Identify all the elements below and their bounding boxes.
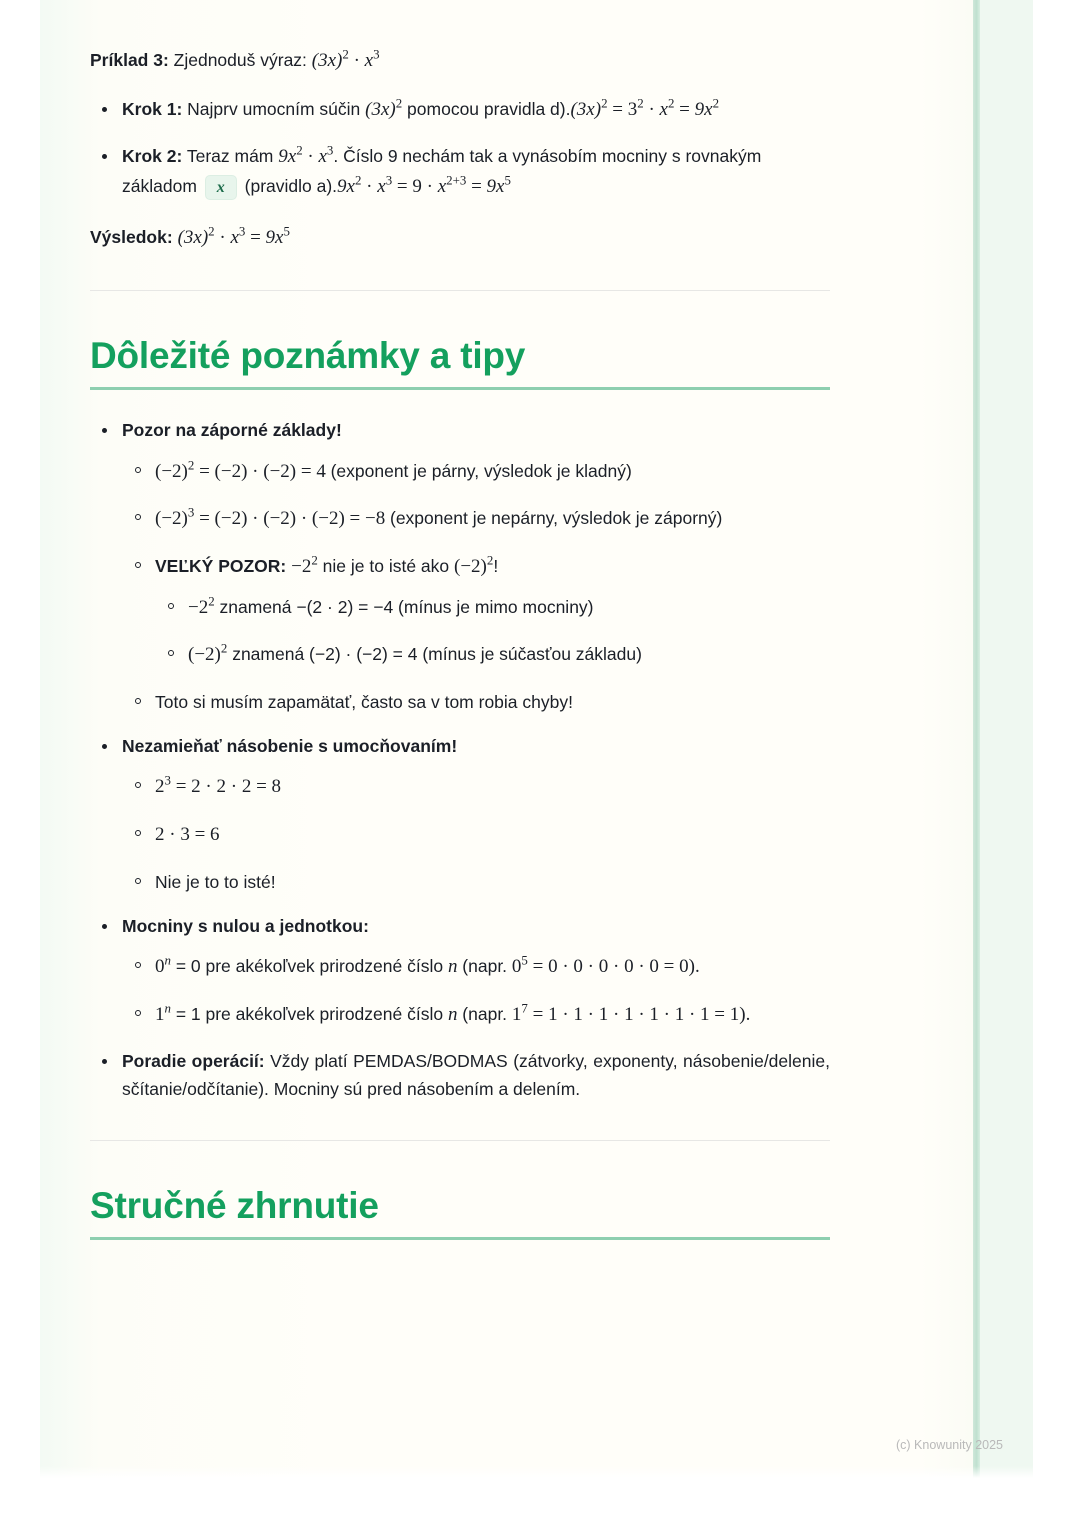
note-item-negative-bases [90, 416, 830, 716]
math-minus-inside: $(-2)^2$ [188, 640, 228, 665]
text-zero-power: = 0 pre akékoľvek prirodzené číslo [170, 956, 448, 977]
note-item-zero-and-one-powers [90, 912, 830, 1031]
result-label: Výsledok: [90, 227, 173, 248]
page-right-edge-band [973, 0, 980, 1478]
sub-item-big-warning [122, 552, 830, 670]
example-prompt: Zjednoduš výraz: [168, 50, 312, 70]
math-odd-exponent: $(-2)^3 = (-2) \cdot (-2) \cdot (-2) = -8$ [155, 505, 390, 530]
section-divider-1 [90, 290, 830, 291]
big-warning-mid: nie je to isté ako [317, 556, 455, 577]
note-heading-negative-bases: Pozor na záporné základy! [122, 420, 342, 441]
sub-item-not-the-same: Nie je to to isté! [122, 868, 830, 896]
text-minus-outside: znamená −(2 · 2) = −4 [214, 597, 399, 618]
math-minus-two-squared: $-2^2$ [291, 552, 318, 578]
notes-section-title: Dôležité poznámky a tipy [90, 335, 830, 391]
text2-zero-power: (napr. [457, 956, 512, 977]
math-zero-power: 0$^n$ [155, 953, 171, 978]
text-minus-inside: znamená (−2) · (−2) = 4 [227, 643, 423, 664]
math-one-power: 1$^n$ [155, 1000, 171, 1026]
variable-chip-x[interactable]: x [205, 175, 237, 201]
negative-bases-sublist [122, 457, 830, 716]
sub-item-one-power [122, 1000, 830, 1031]
note-heading-zero-and-one-powers: Mocniny s nulou a jednotkou: [122, 916, 369, 937]
example-expression: $(3x)^2 \cdot x^3$ [311, 46, 380, 71]
note-text-order-of-operations: Vždy platí PEMDAS/BODMAS (zátvorky, exponenty, násobenie/delenie, sčítanie/odčítanie). Mocniny sú pred násobením a delením. [122, 1050, 830, 1100]
step-1-text-b: pomocou pravidla d). [402, 98, 571, 119]
example-label: Príklad 3: [90, 50, 169, 70]
zero-and-one-powers-sublist [122, 952, 830, 1031]
sub-item-even-exponent [122, 457, 830, 488]
step-item-2 [90, 142, 830, 204]
spacer-after-notes-title [90, 390, 830, 416]
text-odd-exponent: (exponent je nepárny, výsledok je záporný) [390, 508, 723, 529]
note-heading-multiplication-vs-power: Nezamieňať násobenie s umocňovaním! [122, 735, 458, 756]
text2-one-power: (napr. [457, 1004, 512, 1025]
var-n-zero: n [447, 956, 458, 978]
step-1-math-b: $(3x)^2 = 3^2 \cdot x^2 = 9x^2$ [570, 95, 720, 120]
var-n-one: n [447, 1004, 458, 1026]
text-even-exponent: (exponent je párny, výsledok je kladný) [330, 460, 632, 481]
steps-list [90, 95, 830, 203]
math-two-times-three: 2 · 3 = 6 [155, 824, 220, 845]
summary-section-title: Stručné zhrnutie [90, 1185, 830, 1241]
tail-minus-outside: (mínus je mimo mocniny) [398, 597, 594, 618]
step-1-text-a: Najprv umocním súčin [182, 98, 366, 119]
math-one-seventh: $1^7 = 1 \cdot 1 \cdot 1 \cdot 1 \cdot 1 \cdot 1 \cdot 1 = 1$). [511, 1000, 751, 1026]
page-right-margin-panel [980, 0, 1033, 1478]
tail-minus-inside: (mínus je súčasťou základu) [422, 643, 642, 664]
document-content [90, 46, 830, 1240]
result-math: $(3x)^2 \cdot x^3 = 9x^5$ [177, 223, 290, 249]
step-2-math-c: $9x^2 \cdot x^3 = 9 \cdot x^{2+3} = 9x^5$ [337, 172, 511, 198]
section-divider-2 [90, 1140, 830, 1141]
math-even-exponent: $(-2)^2 = (-2) \cdot (-2) = 4$ [155, 457, 331, 482]
step-2-text-c: (pravidlo a). [239, 176, 338, 197]
copyright-watermark: (c) Knowunity 2025 [896, 1438, 1004, 1452]
note-heading-order-of-operations: Poradie operácií: [122, 1050, 265, 1071]
sub-item-zero-power [122, 952, 830, 983]
math-paren-minus-two-squared: $(-2)^2$ [454, 552, 494, 578]
page-bottom-fade [40, 1466, 1033, 1478]
note-item-order-of-operations [90, 1047, 830, 1104]
step-item-1 [90, 95, 830, 126]
multiplication-vs-power-sublist [122, 772, 830, 896]
sub3-item-minus-outside [155, 593, 830, 624]
math-minus-outside: $-2^2$ [188, 593, 215, 619]
big-warning-sublist [155, 593, 830, 671]
math-zero-fifth: $0^5 = 0 \cdot 0 \cdot 0 \cdot 0 \cdot 0 = 0$). [511, 953, 700, 978]
sub3-item-minus-inside [155, 640, 830, 671]
sub-item-remember-note: Toto si musím zapamätať, často sa v tom robia chyby! [122, 688, 830, 716]
big-warning-tail: ! [493, 556, 499, 577]
step-2-math-a: $9x^2 \cdot x^3$ [278, 142, 334, 167]
notes-list [90, 416, 830, 1103]
text-one-power: = 1 pre akékoľvek prirodzené číslo [170, 1004, 448, 1025]
sub-item-two-cubed [122, 772, 830, 803]
result-line [90, 223, 830, 254]
note-item-multiplication-vs-power [90, 732, 830, 896]
step-2-text-b: . Číslo 9 nechám tak a vynásobím mocniny s rovnakým základom [122, 145, 762, 197]
step-2-text-a: Teraz mám [182, 145, 279, 166]
big-warning-lead: VEĽKÝ POZOR: [155, 556, 287, 577]
sub-item-odd-exponent [122, 504, 830, 535]
example-statement [90, 46, 830, 77]
step-2-label: Krok 2: [122, 145, 183, 166]
math-two-cubed: $2^3 = 2 \cdot 2 \cdot 2 = 8$ [155, 772, 282, 798]
sub-item-two-times-three [122, 820, 830, 851]
step-1-label: Krok 1: [122, 98, 183, 119]
step-1-math-a: $(3x)^2$ [365, 95, 403, 120]
